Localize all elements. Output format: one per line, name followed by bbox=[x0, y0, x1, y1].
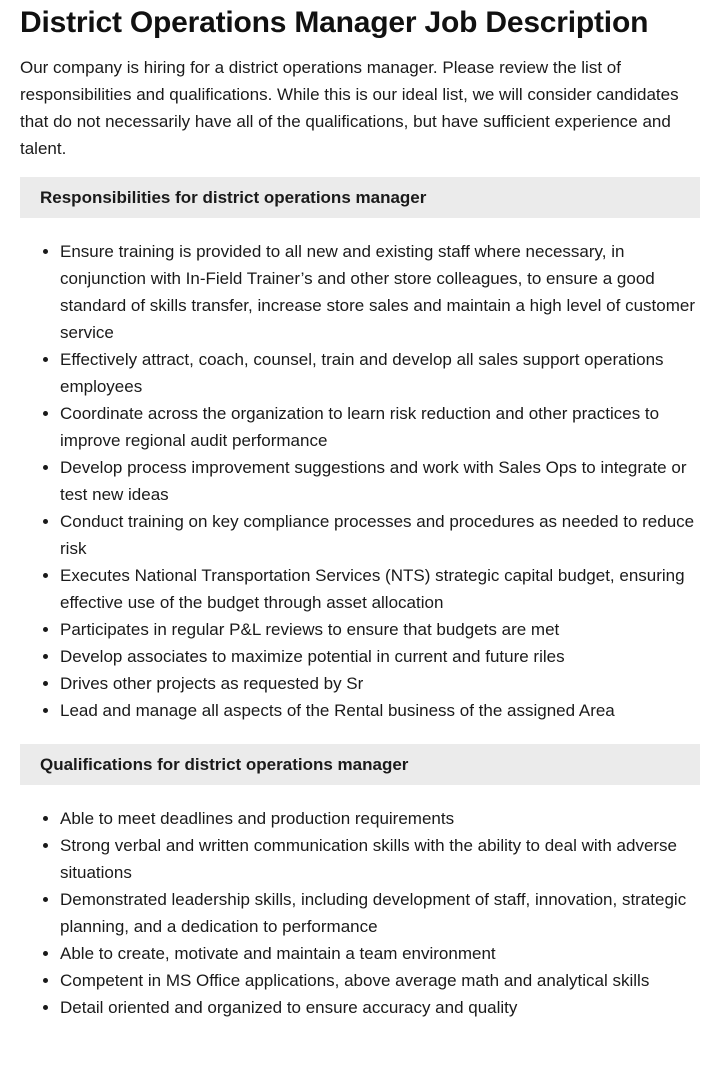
list-item: • Able to create, motivate and maintain a team environment bbox=[60, 940, 700, 967]
list-item: • Able to meet deadlines and production requirements bbox=[60, 805, 700, 832]
list-item: • Develop associates to maximize potential in current and future riles bbox=[60, 643, 700, 670]
list-item: • Participates in regular P&L reviews to ensure that budgets are met bbox=[60, 616, 700, 643]
list-item: • Executes National Transportation Services (NTS) strategic capital budget, ensuring effective use of the budget through asset allocation bbox=[60, 562, 700, 616]
list-item: • Effectively attract, coach, counsel, train and develop all sales support operations employees bbox=[60, 346, 700, 400]
qualifications-heading: Qualifications for district operations manager bbox=[20, 744, 700, 785]
intro-paragraph: Our company is hiring for a district operations manager. Please review the list of responsibilities and qualifications. While this is our ideal list, we will consider candidates that do not necessarily have all of the qualifications, but have sufficient experience and talent. bbox=[20, 58, 679, 158]
list-item: • Ensure training is provided to all new and existing staff where necessary, in conjunction with In-Field Trainer’s and other store colleagues, to ensure a good standard of skills transfer, increase store sales and maintain a high level of customer service bbox=[60, 238, 700, 346]
list-item: • Conduct training on key compliance processes and procedures as needed to reduce risk bbox=[60, 508, 700, 562]
list-item: • Lead and manage all aspects of the Rental business of the assigned Area bbox=[60, 697, 700, 724]
responsibilities-heading: Responsibilities for district operations manager bbox=[20, 177, 700, 218]
list-item: • Develop process improvement suggestions and work with Sales Ops to integrate or test new ideas bbox=[60, 454, 700, 508]
list-item: • Competent in MS Office applications, above average math and analytical skills bbox=[60, 967, 700, 994]
list-item: • Demonstrated leadership skills, including development of staff, innovation, strategic planning, and a dedication to performance bbox=[60, 886, 700, 940]
responsibilities-list bbox=[20, 238, 700, 724]
list-item: • Coordinate across the organization to learn risk reduction and other practices to improve regional audit performance bbox=[60, 400, 700, 454]
list-item: • Strong verbal and written communication skills with the ability to deal with adverse situations bbox=[60, 832, 700, 886]
qualifications-list bbox=[20, 805, 700, 1021]
page-title: District Operations Manager Job Description bbox=[20, 6, 649, 39]
list-item: • Drives other projects as requested by Sr bbox=[60, 670, 700, 697]
list-item: • Detail oriented and organized to ensure accuracy and quality bbox=[60, 994, 700, 1021]
